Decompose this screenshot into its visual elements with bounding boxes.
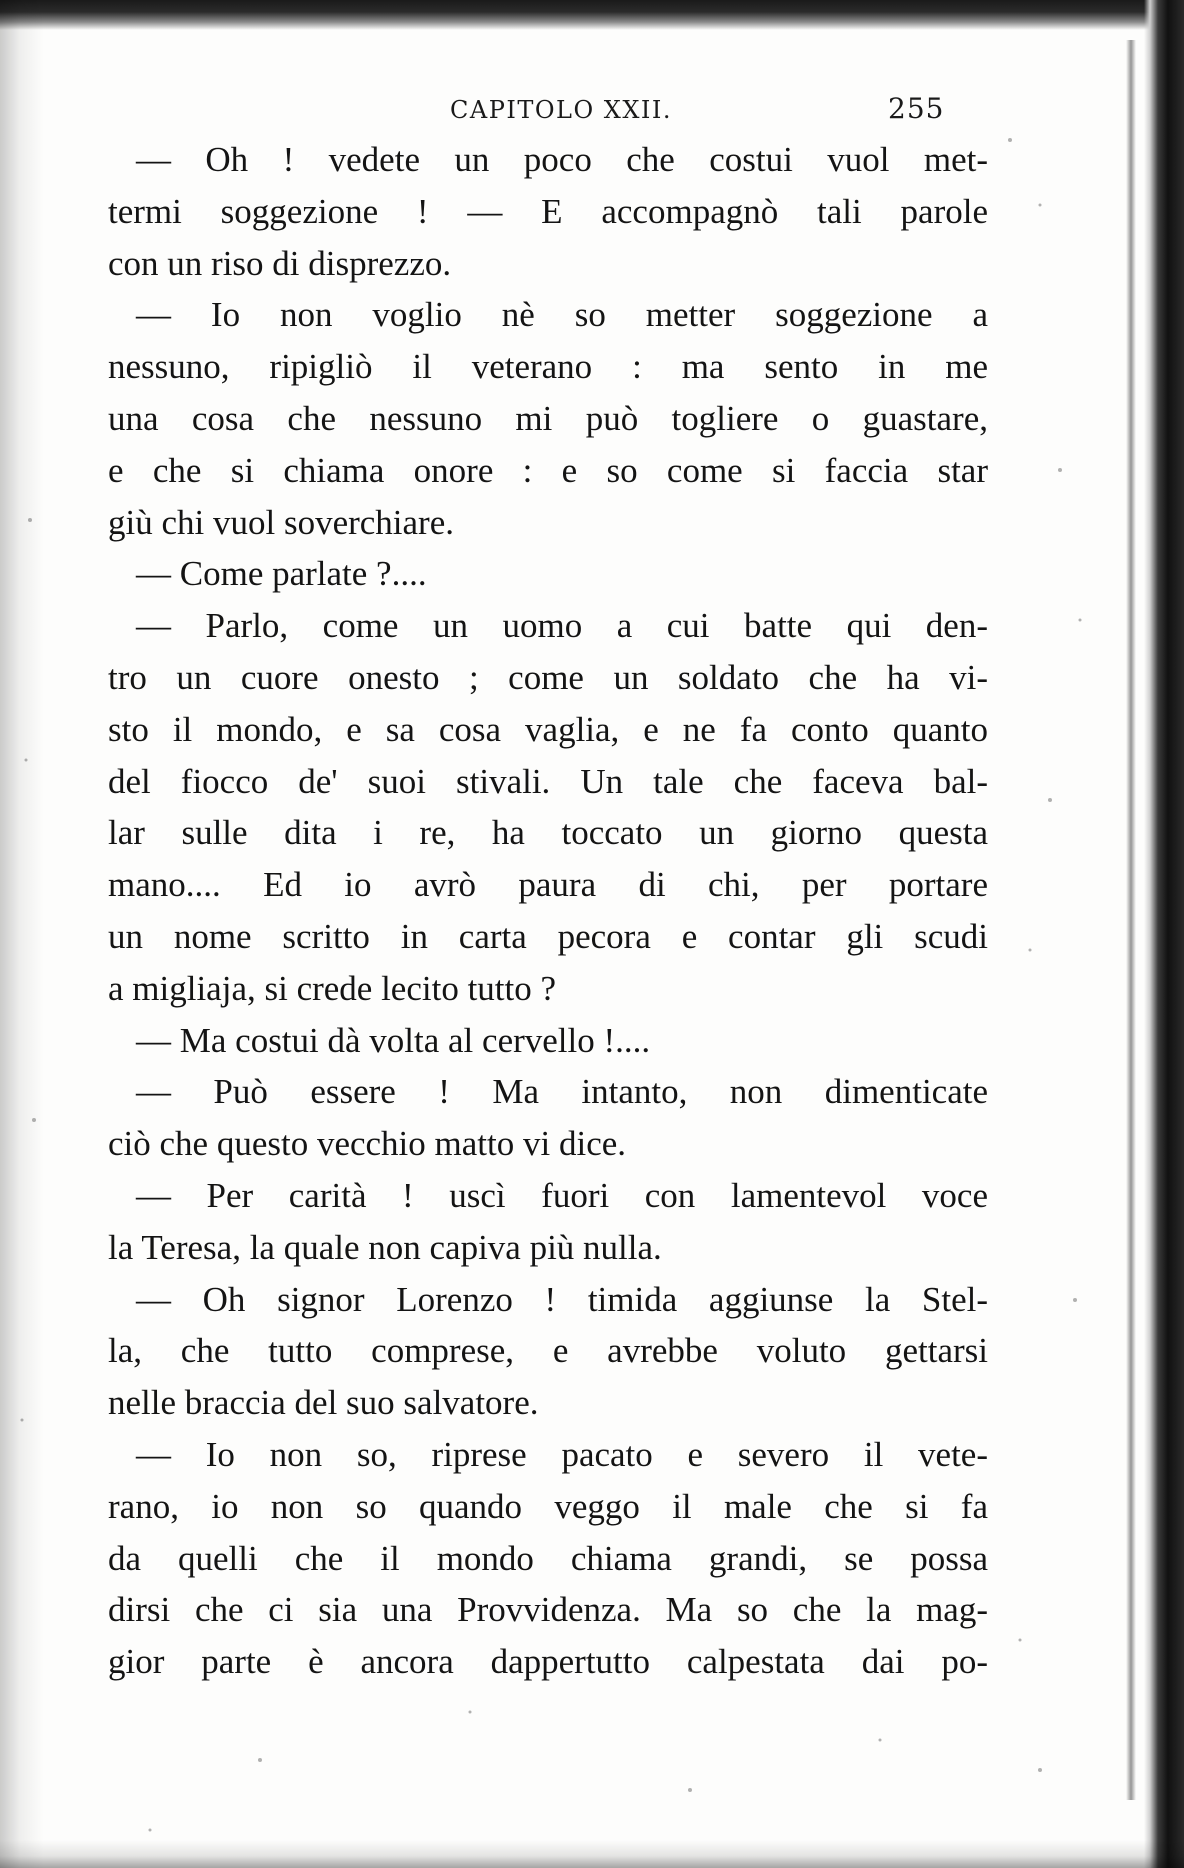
- text-line: nessuno, ripigliò il veterano : ma sento in me: [108, 347, 988, 387]
- text-line: dirsi che ci sia una Provvidenza. Ma so che la mag-: [108, 1590, 988, 1630]
- text-line: un nome scritto in carta pecora e contar gli scudi: [108, 916, 988, 956]
- text-line: — Io non voglio nè so metter soggezione a: [136, 295, 988, 335]
- text-line: e che si chiama onore : e so come si faccia star: [108, 450, 988, 490]
- text-line: a migliaja, si crede lecito tutto ?: [108, 968, 557, 1008]
- page-number: 255: [888, 92, 945, 125]
- text-line: ciò che questo vecchio matto vi dice.: [108, 1124, 627, 1164]
- text-line: — Oh ! vedete un poco che costui vuol met-: [136, 140, 988, 179]
- text-line: con un riso di disprezzo.: [108, 243, 452, 283]
- text-line: gior parte è ancora dappertutto calpestata dai po-: [108, 1642, 988, 1682]
- text-line: — Per carità ! uscì fuori con lamentevol voce: [136, 1175, 988, 1215]
- text-line: — Parlo, come un uomo a cui batte qui den-: [136, 606, 988, 646]
- text-line: — Ma costui dà volta al cervello !....: [136, 1020, 651, 1060]
- text-line: tro un cuore onesto ; come un soldato che ha vi-: [108, 657, 988, 697]
- text-line: — Può essere ! Ma intanto, non dimenticate: [136, 1072, 988, 1112]
- text-line: la, che tutto comprese, e avrebbe voluto gettarsi: [108, 1331, 988, 1371]
- text-line: lar sulle dita i re, ha toccato un giorno questa: [108, 813, 988, 853]
- text-line: termi soggezione ! — E accompagnò tali parole: [108, 191, 988, 231]
- text-line: sto il mondo, e sa cosa vaglia, e ne fa conto quanto: [108, 709, 988, 749]
- text-line: — Io non so, riprese pacato e severo il vete-: [136, 1434, 988, 1474]
- text-line: rano, io non so quando veggo il male che si fa: [108, 1486, 988, 1526]
- text-line: del fiocco de' suoi stivali. Un tale che faceva bal-: [108, 761, 988, 801]
- chapter-title: CAPITOLO XXII.: [450, 96, 673, 124]
- text-line: giù chi vuol soverchiare.: [108, 502, 455, 542]
- text-line: da quelli che il mondo chiama grandi, se possa: [108, 1538, 988, 1578]
- running-head: [110, 92, 990, 132]
- body-text: [108, 134, 988, 1688]
- text-line: — Come parlate ?....: [136, 554, 427, 594]
- text-line: — Oh signor Lorenzo ! timida aggiunse la Stel-: [136, 1279, 988, 1319]
- text-line: una cosa che nessuno mi può togliere o guastare,: [108, 398, 988, 438]
- text-line: la Teresa, la quale non capiva più nulla.: [108, 1227, 662, 1267]
- text-line: nelle braccia del suo salvatore.: [108, 1383, 539, 1423]
- text-line: mano.... Ed io avrò paura di chi, per portare: [108, 865, 988, 905]
